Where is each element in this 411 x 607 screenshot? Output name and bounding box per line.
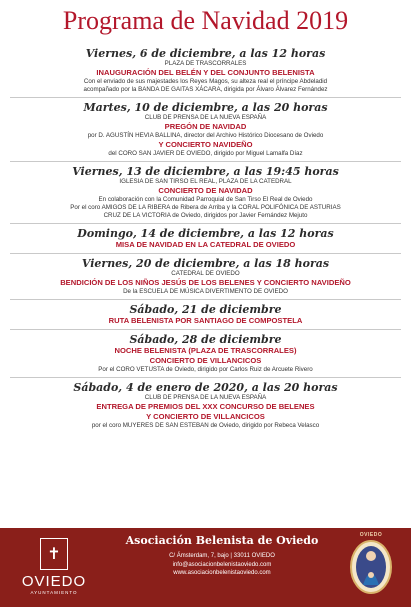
event-venue: PLAZA DE TRASCORRALES bbox=[164, 60, 247, 67]
event-description: CRUZ DE LA VICTORIA de Oviedo, dirigidos por Javier Fernández Mejuto bbox=[103, 212, 308, 219]
event-list bbox=[10, 44, 401, 433]
logo-subtext: AYUNTAMIENTO bbox=[30, 590, 78, 595]
event-venue: CLUB DE PRENSA DE LA NUEVA ESPAÑA bbox=[144, 114, 267, 121]
event-description: por D. AGUSTÍN HEVIA BALLINA, director del Archivo Histórico Diocesano de Oviedo bbox=[87, 132, 324, 139]
event-description-secondary: del CORO SAN JAVIER DE OVIEDO, dirigido por Miguel Lamalfa Díaz bbox=[108, 150, 303, 157]
event-description-secondary: por el coro MUYERES DE SAN ESTEBAN de Oviedo, dirigido por Rebeca Velasco bbox=[91, 422, 320, 429]
association-name: Asociación Belenista de Oviedo bbox=[125, 534, 319, 547]
seal-label: OVIEDO bbox=[359, 532, 383, 538]
footer bbox=[0, 528, 411, 607]
event-date: Sábado, 28 de diciembre bbox=[129, 333, 282, 346]
event-3 bbox=[10, 162, 401, 224]
event-description-secondary: Por el CORO VETUSTA de Oviedo, dirigido por Carlos Ruiz de Arcuete Rivero bbox=[98, 366, 313, 373]
event-venue: IGLESIA DE SAN TIRSO EL REAL, PLAZA DE LA CATEDRAL bbox=[119, 178, 292, 185]
event-headline: ENTREGA DE PREMIOS DEL XXX CONCURSO DE BELENES bbox=[96, 402, 315, 411]
event-date: Domingo, 14 de diciembre, a las 12 horas bbox=[77, 227, 334, 240]
event-headline: NOCHE BELENISTA (PLAZA DE TRASCORRALES) bbox=[114, 346, 297, 355]
event-date: Viernes, 13 de diciembre, a las 19:45 horas bbox=[72, 165, 339, 178]
event-headline: CONCIERTO DE NAVIDAD bbox=[158, 186, 253, 195]
event-6 bbox=[10, 300, 401, 330]
event-date: Sábado, 4 de enero de 2020, a las 20 horas bbox=[73, 381, 338, 394]
email-link[interactable]: info@asociacionbelenistaoviedo.com bbox=[172, 561, 272, 568]
event-description: acompañado por la BANDA DE GAITAS XÁCARA, dirigida por Álvaro Álvarez Fernández bbox=[83, 86, 328, 93]
cross-icon: ✝ bbox=[40, 538, 68, 570]
address: C/ Ámsterdam, 7, bajo | 33011 OVIEDO bbox=[169, 553, 275, 559]
event-5 bbox=[10, 254, 401, 300]
event-description: En colaboración con la Comunidad Parroquial de San Tirso El Real de Oviedo bbox=[98, 196, 313, 203]
event-headline: INAUGURACIÓN DEL BELÉN Y DEL CONJUNTO BELENISTA bbox=[96, 68, 315, 77]
event-headline: RUTA BELENISTA POR SANTIAGO DE COMPOSTELA bbox=[108, 316, 303, 325]
event-4 bbox=[10, 224, 401, 254]
website-link[interactable]: www.asociacionbelenistaoviedo.com bbox=[173, 570, 271, 576]
event-7 bbox=[10, 330, 401, 378]
event-8 bbox=[10, 378, 401, 433]
event-headline: MISA DE NAVIDAD EN LA CATEDRAL DE OVIEDO bbox=[115, 240, 296, 249]
event-date: Martes, 10 de diciembre, a las 20 horas bbox=[83, 101, 328, 114]
oviedo-city-logo bbox=[6, 538, 102, 598]
nativity-seal-icon bbox=[349, 539, 393, 595]
logo-text: OVIEDO bbox=[21, 573, 87, 590]
event-venue: CATEDRAL DE OVIEDO bbox=[171, 270, 240, 277]
event-headline-secondary: CONCIERTO DE VILLANCICOS bbox=[149, 356, 262, 365]
event-headline: PREGÓN DE NAVIDAD bbox=[164, 122, 247, 131]
event-headline-secondary: Y CONCIERTO NAVIDEÑO bbox=[158, 140, 253, 149]
event-headline: BENDICIÓN DE LOS NIÑOS JESÚS DE LOS BELENES Y CONCIERTO NAVIDEÑO bbox=[60, 278, 351, 287]
association-info bbox=[112, 534, 332, 578]
event-headline-secondary: Y CONCIERTO DE VILLANCICOS bbox=[146, 412, 265, 421]
association-seal bbox=[341, 532, 401, 602]
event-date: Viernes, 20 de diciembre, a las 18 horas bbox=[81, 257, 330, 270]
event-description: Por el coro AMIGOS DE LA RIBERA de Ribera de Arriba y la CORAL POLIFÓNICA DE ASTURIAS bbox=[70, 204, 341, 211]
event-date: Viernes, 6 de diciembre, a las 12 horas bbox=[85, 47, 326, 60]
event-2 bbox=[10, 98, 401, 162]
event-venue: CLUB DE PRENSA DE LA NUEVA ESPAÑA bbox=[144, 394, 267, 401]
event-description: Con el enviado de sus majestades los Reyes Magos, su alteza real el príncipe Abdeladid bbox=[83, 78, 328, 85]
event-description: De la ESCUELA DE MÚSICA DIVERTIMENTO DE OVIEDO bbox=[123, 288, 288, 295]
page-title: Programa de Navidad 2019 bbox=[62, 6, 349, 35]
event-1 bbox=[10, 44, 401, 98]
event-date: Sábado, 21 de diciembre bbox=[129, 303, 282, 316]
